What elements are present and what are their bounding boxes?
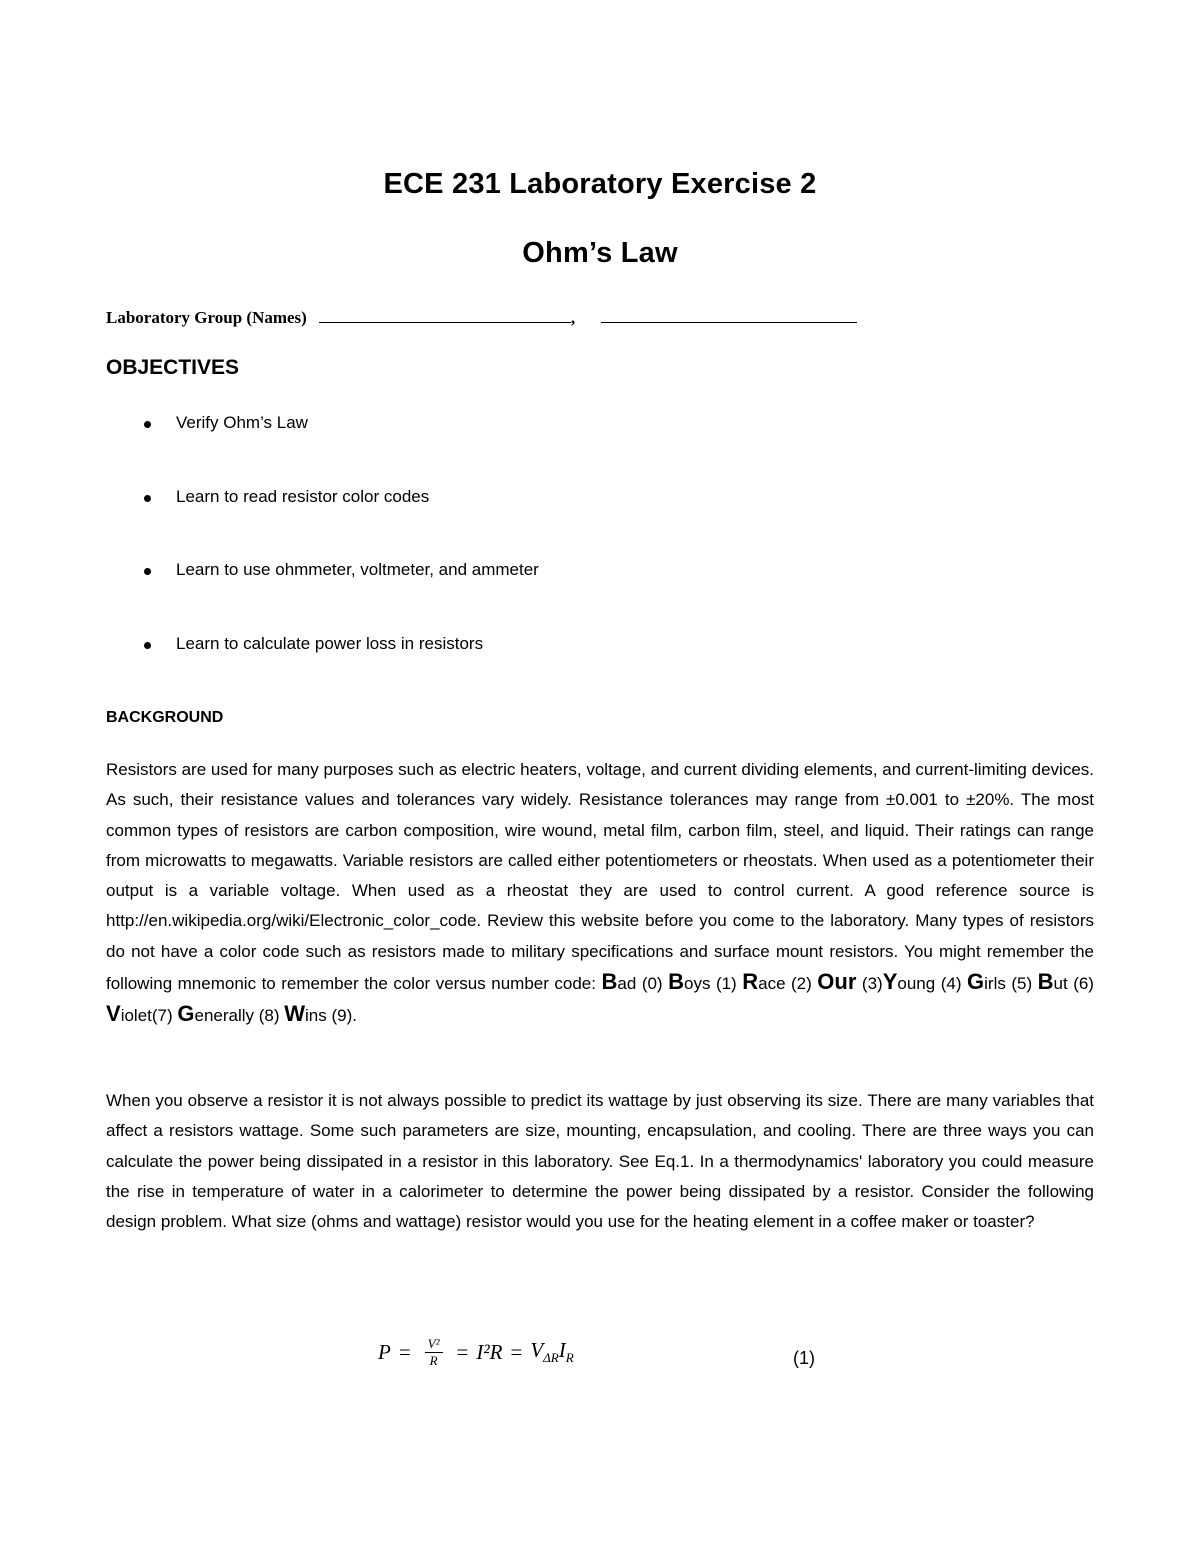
- background-paragraph-2: When you observe a resistor it is not always possible to predict its wattage by just observing its size. There are many variables that affect a resistors wattage. Some such parameters are size, mounting, encapsulation, and cooling. There are three ways you can calculate the power being dissipated in a resistor in this laboratory. See Eq.1. In a thermodynamics' laboratory you could measure the rise in temperature of water in a calorimeter to determine the power being dissipated by a resistor. Consider the following design problem. What size (ohms and wattage) resistor would you use for the heating element in a coffee maker or toaster?: [106, 1091, 1094, 1232]
- objective-text: Learn to read resistor color codes: [176, 486, 430, 506]
- mnemonic-rest: ad (0): [617, 974, 669, 994]
- name-separator: ,: [570, 308, 576, 327]
- background-paragraph-1: [106, 755, 1094, 1032]
- bullet-icon: [144, 568, 151, 575]
- equation-number: (1): [793, 1348, 815, 1368]
- eq-v: V: [530, 1338, 544, 1363]
- lab-group-line: [106, 305, 857, 328]
- bullet-icon: [144, 495, 151, 502]
- mnemonic-rest: ins (9).: [305, 1006, 357, 1026]
- page-subtitle: Ohm’s Law: [522, 237, 678, 269]
- mnemonic-rest: oys (1): [683, 974, 743, 994]
- eq-i-sub: R: [565, 1350, 574, 1366]
- background-heading: BACKGROUND: [106, 709, 224, 726]
- eq-v-sub: ΔR: [543, 1350, 559, 1366]
- name-blank-2[interactable]: [601, 305, 857, 323]
- objective-text: Learn to use ohmmeter, voltmeter, and ammeter: [176, 560, 539, 579]
- objective-text: Learn to calculate power loss in resistors: [176, 633, 484, 653]
- eq-term3: [530, 1338, 573, 1366]
- bullet-icon: [144, 642, 151, 649]
- name-blank-1[interactable]: [319, 305, 571, 323]
- eq-equals: =: [456, 1340, 469, 1364]
- mnemonic-rest: enerally (8): [194, 1006, 285, 1026]
- objective-text: Verify Ohm’s Law: [176, 413, 308, 432]
- page-title: ECE 231 Laboratory Exercise 2: [383, 168, 817, 200]
- objectives-heading: OBJECTIVES: [106, 356, 240, 379]
- mnemonic-cap: G: [177, 1001, 195, 1027]
- mnemonic-cap: G: [967, 969, 985, 995]
- eq-i: I: [558, 1338, 566, 1363]
- eq-fraction: [425, 1336, 443, 1369]
- bullet-icon: [144, 421, 151, 428]
- eq-lhs: P: [378, 1340, 391, 1364]
- eq-equals: =: [398, 1340, 411, 1364]
- mnemonic-rest: (3): [856, 974, 883, 994]
- mnemonic-cap: V: [106, 1001, 121, 1027]
- mnemonic-cap: Our: [817, 969, 857, 995]
- eq-frac-num: V²: [425, 1336, 443, 1353]
- eq-term2: I²R: [476, 1340, 503, 1364]
- mnemonic-cap: Y: [882, 969, 898, 995]
- mnemonic-rest: ace (2): [758, 974, 818, 994]
- mnemonic-cap: W: [284, 1001, 306, 1027]
- eq-equals: =: [510, 1340, 523, 1364]
- paragraph-text: Resistors are used for many purposes such as electric heaters, voltage, and current dividing elements, and current-limiting devices. As such, their resistance values and tolerances vary widely. Resistance tolerances may range from ±0.001 to ±20%. The most common types of resistors are carbon composition, wire wound, metal film, carbon film, steel, and liquid. Their ratings can range from microwatts to megawatts. Variable resistors are called either potentiometers or rheostats. When used as a potentiometer their output is a variable voltage. When used as a rheostat they are used to control current. A good reference source is http://en.wikipedia.org/wiki/Electronic_color_code. Review this website before you come to the laboratory. Many types of resistors do not have a color code such as resistors made to military specifications and surface mount resistors. You might remember the following mnemonic to remember the color versus number code:: [106, 760, 1094, 994]
- mnemonic-rest: oung (4): [897, 974, 967, 994]
- lab-group-label: Laboratory Group (Names): [106, 308, 307, 327]
- mnemonic-rest: ut (6): [1053, 974, 1094, 994]
- mnemonic-cap: B: [1037, 969, 1054, 995]
- mnemonic-cap: B: [601, 969, 618, 995]
- mnemonic-rest: irls (5): [984, 974, 1038, 994]
- mnemonic-cap: R: [742, 969, 759, 995]
- power-equation: [378, 1336, 574, 1369]
- mnemonic-rest: iolet(7): [120, 1006, 178, 1026]
- eq-frac-den: R: [429, 1353, 438, 1368]
- mnemonic-cap: B: [668, 969, 684, 995]
